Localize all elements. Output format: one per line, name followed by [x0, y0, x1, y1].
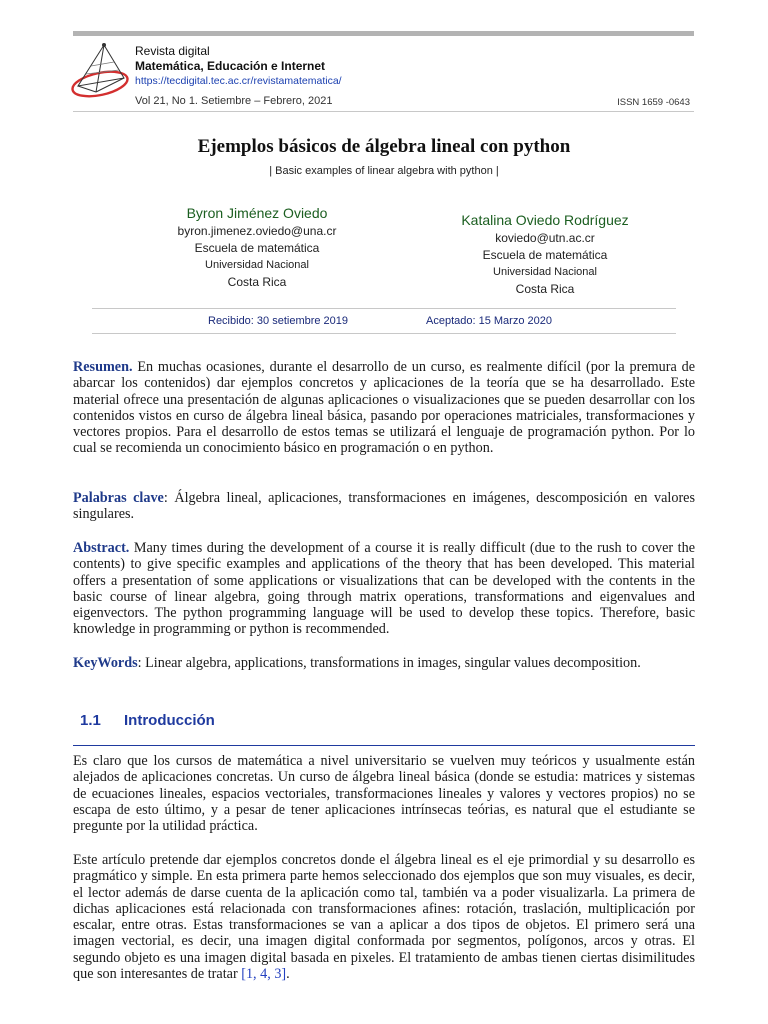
- journal-logo-icon: [66, 42, 132, 100]
- accepted-date: Aceptado: 15 Marzo 2020: [426, 315, 552, 327]
- palabras-clave-text: : Álgebra lineal, aplicaciones, transformaciones en imágenes, descomposición en valores singulares.: [73, 490, 695, 523]
- author-country: Costa Rica: [515, 282, 575, 296]
- author-department: Escuela de matemática: [194, 241, 320, 255]
- author-email[interactable]: koviedo@utn.ac.cr: [495, 231, 595, 245]
- author-block: [130, 204, 384, 291]
- resumen-label: Resumen.: [73, 359, 133, 375]
- section-heading: [80, 712, 215, 729]
- section-rule: [73, 745, 695, 746]
- journal-info: [135, 44, 342, 89]
- author-university: Universidad Nacional: [205, 259, 309, 271]
- issn: ISSN 1659 -0643: [617, 97, 690, 108]
- author-country: Costa Rica: [227, 275, 287, 289]
- dates-bottom-rule: [92, 333, 676, 334]
- intro-paragraph-2-end: .: [286, 966, 290, 983]
- journal-line-1: Revista digital: [135, 44, 210, 58]
- journal-name: Matemática, Educación e Internet: [135, 59, 326, 73]
- author-university: Universidad Nacional: [493, 266, 597, 278]
- author-department: Escuela de matemática: [482, 248, 608, 262]
- abstract-text: Many times during the development of a course it is really difficult (due to the rush to cover the contents) to give specific examples and applications of the theory that has been developed. This material offers a presentation of some applications or visualizations that can be developed with the contents in the basic course of linear algebra, going through matrix operations, transformations and eigenvalues and eigenvectors. The python programming language will be used to develop these topics. Therefore, basic knowledge in programming or python is recommended.: [73, 540, 695, 638]
- resumen-text: En muchas ocasiones, durante el desarrollo de un curso, es realmente difícil (por la premura de abarcar los contenidos) dar ejemplos concretos y aplicaciones de la teoría que se ha desarrollado. Este material ofrece una presentación de algunas aplicaciones o visualizaciones que se pueden desarrollar con los contenidos vistos en curso de álgebra lineal básica, pasando por operaciones matriciales, transformaciones y vectores propios. Para el desarrollo de estos temas se utilizará el lenguaje de programación python. Por lo cual se recomienda un conocimiento básico en programación o en python.: [73, 359, 695, 457]
- palabras-clave-paragraph: [73, 490, 695, 523]
- intro-paragraph-2-text: Este artículo pretende dar ejemplos concretos donde el álgebra lineal es el eje primordial y su desarrollo es pragmático y simple. En esta primera parte hemos seleccionado dos ejemplos que son muy visuales, es decir, el lector además de darse cuenta de la aplicación como tal, también va a poder visualizarla. La primera de dichas aplicaciones está relacionada con transformaciones afines: rotación, traslación, multiplicación por escalar, entre otras. Estas transformaciones se van a aplicar a dos tipos de objetos. El primero será una imagen vectorial, es decir, una imagen digital conformada por segmentos, polígonos, arcos y otras. El segundo objeto es una imagen digital basada en pixeles. El tratamiento de ambas tienen ciertas disimilitudes que son interesantes de tratar: [73, 852, 695, 983]
- dates-top-rule: [92, 308, 676, 309]
- abstract-label: Abstract.: [73, 540, 130, 556]
- keywords-label: KeyWords: [73, 655, 138, 671]
- intro-paragraph-2: [73, 852, 695, 982]
- header-divider: [73, 111, 694, 112]
- intro-paragraph-1: Es claro que los cursos de matemática a nivel universitario se vuelven muy teóricos y usualmente están alejados de aplicaciones concretas. Un curso de álgebra lineal básica (donde se estudia: matrices y sistemas de ecuaciones lineales, espacios vectoriales, transformaciones lineales y valores y vectores propios) no se escapa de esto último, y a pesar de tener aplicaciones intrínsecas teórias, es natural que el estudiante se pregunte por la utilidad práctica.: [73, 753, 695, 835]
- abstract-paragraph: [73, 540, 695, 638]
- paper-title: Ejemplos básicos de álgebra lineal con python: [197, 136, 571, 157]
- author-name: Katalina Oviedo Rodríguez: [461, 212, 629, 228]
- section-number: 1.1: [80, 712, 101, 729]
- citation-link[interactable]: [1, 4, 3]: [241, 966, 287, 983]
- journal-url-link[interactable]: https://tecdigital.tec.ac.cr/revistamatematica/: [135, 75, 342, 87]
- section-title: Introducción: [124, 712, 215, 729]
- received-date: Recibido: 30 setiembre 2019: [208, 315, 349, 327]
- author-block: [410, 211, 680, 298]
- keywords-paragraph: [73, 655, 695, 671]
- author-email[interactable]: byron.jimenez.oviedo@una.cr: [177, 224, 337, 238]
- keywords-text: : Linear algebra, applications, transformations in images, singular values decomposition.: [137, 655, 641, 671]
- header-top-bar: [73, 31, 694, 36]
- resumen-paragraph: [73, 359, 695, 457]
- author-name: Byron Jiménez Oviedo: [186, 205, 328, 221]
- paper-subtitle: | Basic examples of linear algebra with python |: [269, 165, 499, 177]
- volume-info: Vol 21, No 1. Setiembre – Febrero, 2021: [135, 95, 333, 107]
- palabras-clave-label: Palabras clave: [73, 490, 164, 506]
